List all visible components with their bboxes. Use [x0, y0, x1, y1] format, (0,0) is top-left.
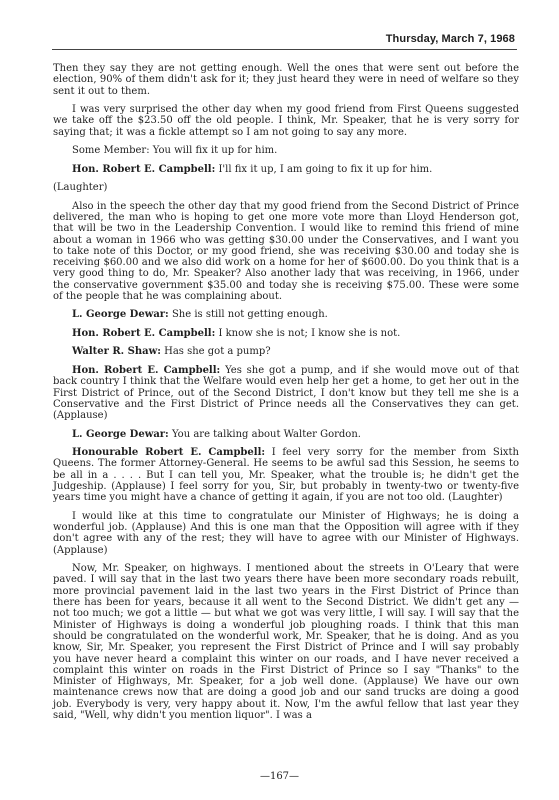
- speaker-paragraph: [53, 309, 519, 320]
- body-paragraph: [53, 104, 519, 138]
- header-divider: [52, 49, 517, 50]
- paragraph-text: I was very surprised the other day when my good friend from First Queens suggested we take off the $23.50 off the old people. I think, Mr. Speaker, that he is very sorry for saying that; it was a fickle attempt so I am not going to say any more.: [53, 104, 519, 138]
- speaker-paragraph: [53, 365, 519, 421]
- speaker-name: L. George Dewar:: [72, 309, 169, 321]
- speaker-paragraph: [53, 447, 519, 503]
- paragraph-text: Also in the speech the other day that my good friend from the Second District of Prince delivered, the man who is hoping to get one more vote more than Lloyd Henderson got, that will be two in the Leadership Convention. I would like to remind this friend of mine about a woman in 1966 who was getting $30.00 under the Conservatives, and I want you to take note of this Doctor, or my good friend, she was receiving $30.00 and today she is receiving $60.00 and we also did work on a home for her of $600.00. Do you think that is a very good thing to do, Mr. Speaker? Also another lady that was receiving, in 1966, under the conservative government $35.00 and today she is receiving $75.00. These were some of the people that he was complaining about.: [53, 200, 519, 302]
- body-paragraph: [53, 63, 519, 97]
- speaker-paragraph: [53, 429, 519, 440]
- speaker-paragraph: [53, 328, 519, 339]
- body-paragraph: [53, 182, 519, 193]
- speaker-paragraph: [53, 346, 519, 357]
- paragraph-text: (Laughter): [53, 182, 108, 194]
- paragraph-text: Then they say they are not getting enough. Well the ones that were sent out before the election, 90% of them didn't ask for it; they just heard they were in need of welfare so they sent it out to them.: [53, 63, 519, 97]
- speaker-name: Hon. Robert E. Campbell:: [72, 364, 221, 376]
- paragraph-text: I feel very sorry for the member from Sixth Queens. The former Attorney-General. He seems to be awful sad this Session, he seems to be all in a . . . . But I can tell you, Mr. Speaker, what the trouble is; he didn't get the Judgeship. (Applause) I feel sorry for you, Sir, but probably in twenty-two or twenty-five years time you might have a chance of getting it again, if you are not too old. (Laughter): [53, 447, 519, 504]
- speaker-name: L. George Dewar:: [72, 428, 169, 440]
- body-paragraph: [53, 201, 519, 303]
- body-paragraph: [53, 563, 519, 721]
- paragraph-text: Now, Mr. Speaker, on highways. I mentioned about the streets in O'Leary that were paved. I will say that in the last two years there have been more secondary roads rebuilt, more provincial pavement laid in the last two years in the First District of Prince than there has been for years, because it all went to the Second District. We didn't get any — not too much; we got a little — but what we got was very little, I will say. I will say that the Minister of Highways is doing a wonderful job ploughing roads. I think that this man should be congratulated on the wonderful work, Mr. Speaker, that he is doing. And as you know, Sir, Mr. Speaker, you represent the First District of Prince and I will say probably you have never heard a complaint this winter on our roads, and I have never received a complaint this winter on roads in the First District of Prince so I say "Thanks" to the Minister of Highways, Mr. Speaker, for a job well done. (Applause) We have our own maintenance crews now that are doing a good job and our sand trucks are doing a good job. Everybody is very, very happy about it. Now, I'm the awful fellow that last year they said, "Well, why didn't you mention liquor". I was a: [53, 563, 519, 721]
- speaker-paragraph: [53, 164, 519, 175]
- speaker-paragraph: [53, 145, 519, 156]
- speaker-name: Honourable Robert E. Campbell:: [72, 447, 266, 459]
- paragraph-text: Has she got a pump?: [164, 346, 271, 358]
- paragraph-text: I would like at this time to congratulate our Minister of Highways; he is doing a wonderful job. (Applause) And this is one man that the Opposition will agree with if they don't agree with any of the rest; they will have to agree with our Minister of Highways. (Applause): [53, 510, 519, 556]
- speaker-name: Hon. Robert E. Campbell:: [72, 163, 216, 175]
- paragraph-text: I know she is not; I know she is not.: [218, 327, 401, 339]
- body-paragraph: [53, 511, 519, 556]
- speaker-name: Hon. Robert E. Campbell:: [72, 327, 216, 339]
- page-number: —167—: [259, 771, 300, 782]
- paragraph-text: Yes she got a pump, and if she would move out of that back country I think that the Welfare would even help her get a home, to get her out in the First District of Prince, out of the Second District, I don't know but they tell me she is a Conservative and the First District of Prince needs all the Conservatives they can get. (Applause): [53, 364, 520, 422]
- paragraph-text: She is still not getting enough.: [171, 309, 328, 321]
- page-header-date: Thursday, March 7, 1968: [385, 33, 515, 45]
- page-body: [53, 63, 519, 728]
- speaker-name: Some Member:: [72, 145, 150, 157]
- paragraph-text: I'll fix it up, I am going to fix it up for him.: [218, 163, 433, 175]
- speaker-name: Walter R. Shaw:: [72, 346, 161, 358]
- paragraph-text: You are talking about Walter Gordon.: [171, 428, 361, 440]
- paragraph-text: You will fix it up for him.: [152, 145, 278, 157]
